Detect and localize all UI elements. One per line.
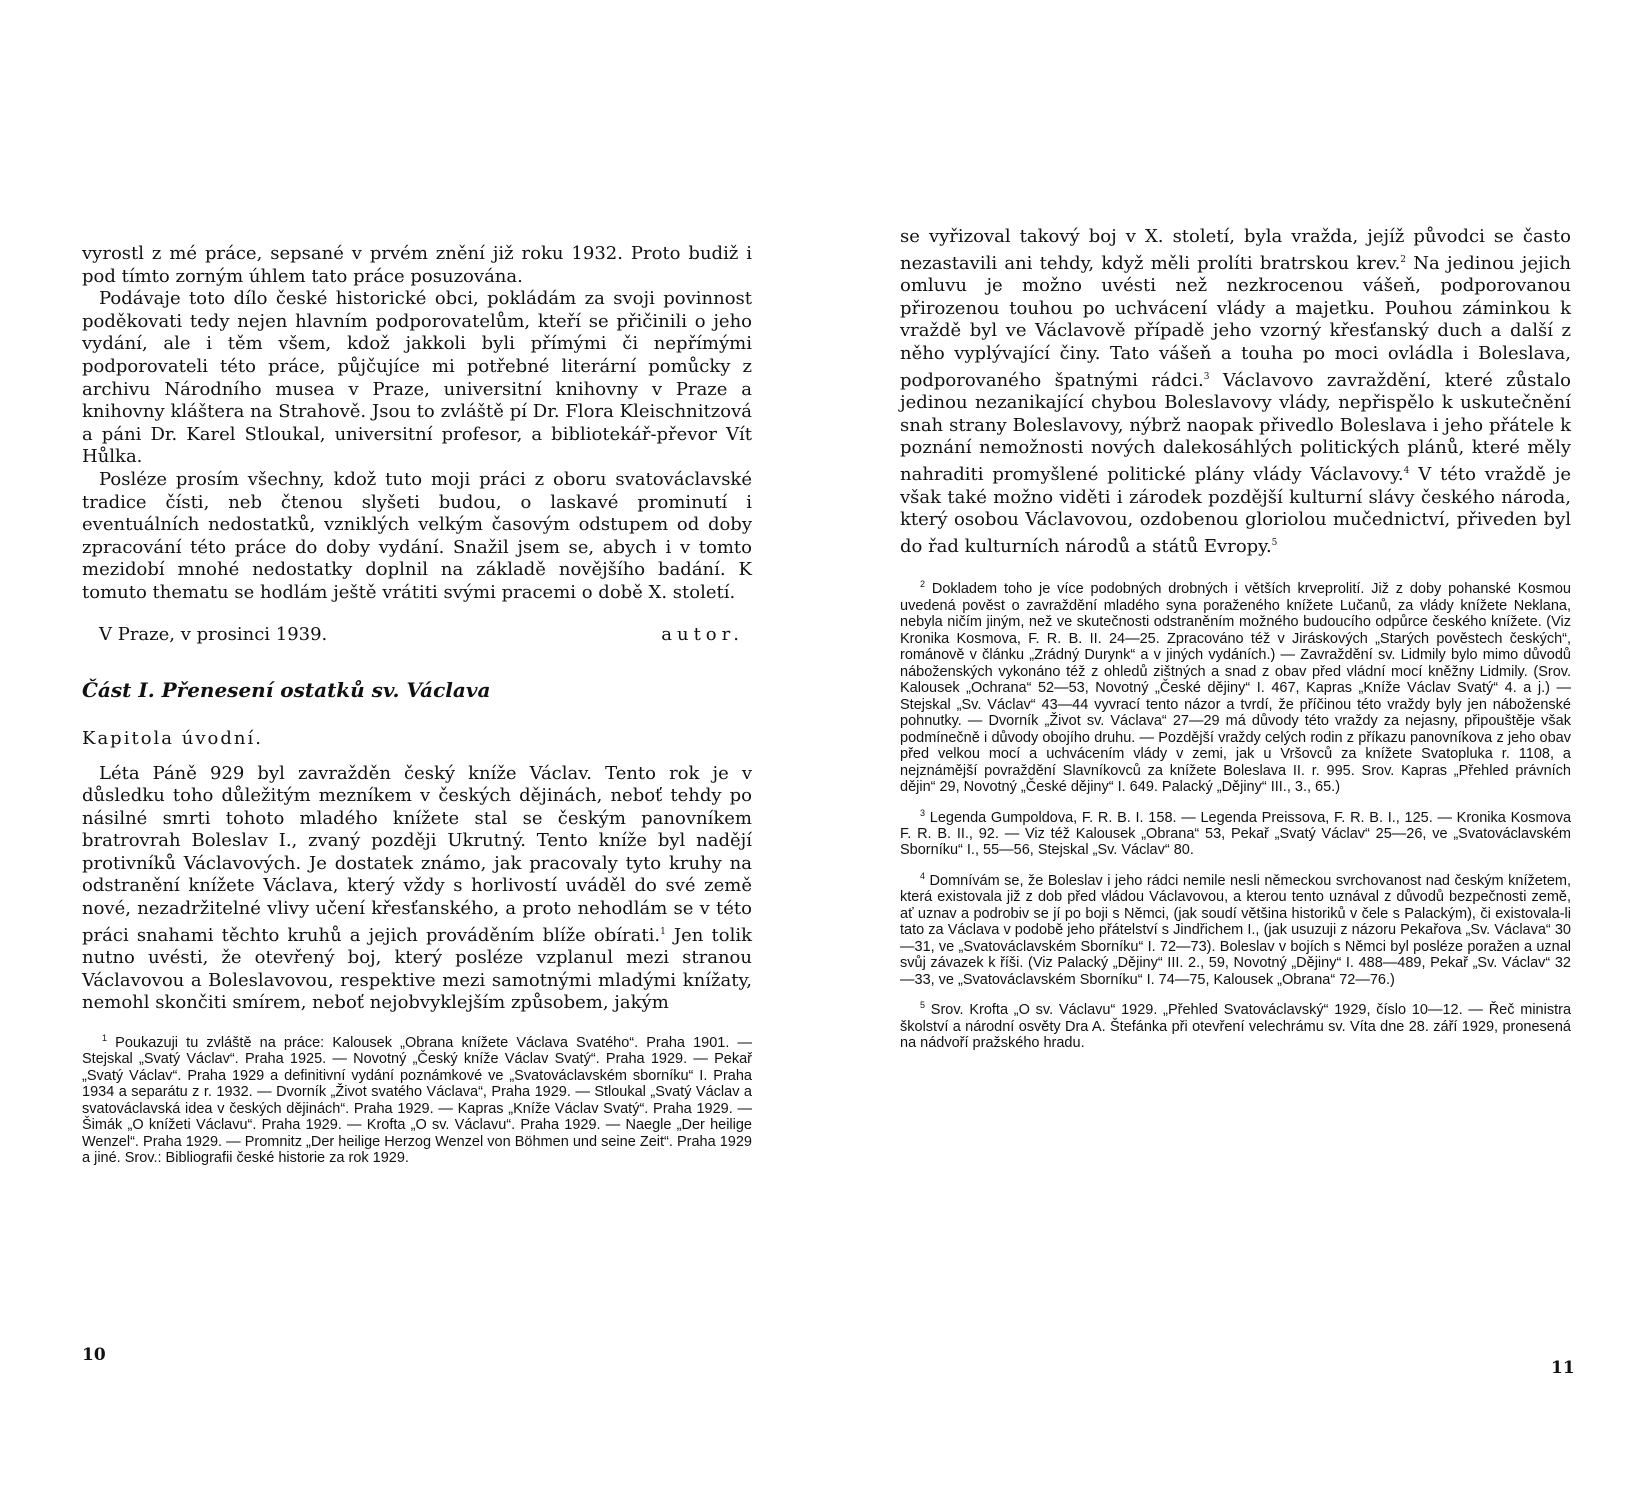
footnote-marker: 5 (920, 1000, 926, 1011)
page-number-left: 10 (82, 1345, 106, 1365)
footnote-marker: 4 (920, 870, 926, 881)
preface-paragraph-3: Posléze prosím všechny, kdož tuto moji práci z oboru svatováclavské tradice čísti, neb čtenou slyšeti budou, o laskavé prominutí i eventuálních nedostatků, vzniklých velkým časovým odstupem od doby zpracování této práce do doby vydání. Snažil jsem se, abych i v tomto mezidobí mnohé nedostatky doplnil na základě novějšího badání. K tomuto thematu se hodlám ještě vrátiti svými pracemi o době X. století. (82, 468, 752, 603)
chapter-text: Léta Páně 929 byl zavražděn český kníže Václav. Tento rok je v důsledku toho důležitým mezníkem v českých dějinách, neboť tehdy po násilné smrti tohoto mladého knížete stal se českým panovníkem bratrovrah Boleslav I., zvaný později Ukrutný. Tento kníže byl nadějí protivníků Václavových. Je dostatek známo, jak pracovaly tyto kruhy na odstranění knížete Václava, který vždy s horlivostí uváděl do své země nové, nezadržitelné vlivy učení křesťanského, a proto nehodlám se v této práci snahami těchto kruhů a jejich prováděním blíže obírati. (82, 762, 752, 946)
footnote-4 (900, 868, 1571, 988)
footnote-ref-5: 5 (1271, 537, 1278, 548)
footnote-text: Legenda Gumpoldova, F. R. B. I. 158. — Legenda Preissova, F. R. B. I., 125. — Kronika Kosmova F. R. B. II., 92. — Viz též Kalousek „Obrana“ 53, Pekař „Svatý Václav“ 25—26, ve „Svatováclavském Sborníku“ I., 55—56, Stejskal „Sv. Václav“ 80. (900, 809, 1572, 859)
right-page (825, 0, 1650, 1500)
footnote-1 (82, 1030, 752, 1167)
place-date: V Praze, v prosinci 1939. (99, 623, 328, 645)
chapter-text-cont: Jen tolik nutno uvésti, že otevřený boj, který posléze vzplanul mezi stranou Václavovou a Boleslavovou, respektive mezi samotnými mladými knížaty, nemohl skončiti smírem, neboť nejobvyklejším způsobem, jakým (82, 924, 752, 1014)
preface-body (82, 243, 752, 605)
right-paragraph (900, 226, 1571, 558)
left-footnotes (82, 1025, 752, 1167)
footnote-text: Poukazuji tu zvláště na práce: Kalousek „Obrana knížete Václava Svatého“. Praha 1901. — Stejskal „Svatý Václav“. Praha 1925. — Novotný „Český kníže Václav Svatý“. Praha 1929. — Pekař „Svatý Václav“. Praha 1929 a definitivní vydání poznámkové ve „Svatováclavském sborníku“ I. Praha 1934 a separátu z r. 1932. — Dvorník „Život svatého Václava“, Praha 1929. — Stloukal „Svatý Václav a svatováclavská idea v českých dějinách“. Praha 1929. — Kapras „Kníže Václav Svatý“. Praha 1929. — Šimák „O knížeti Václavu“. Praha 1929. — Krofta „O sv. Václavu“. Praha 1929. — Naegle „Der heilige Wenzel“. Praha 1929. — Promnitz „Der heilige Herzog Wenzel von Böhmen und seine Zeit“. Praha 1929 a jiné. Srov.: Bibliografii české historie za rok 1929. (82, 1034, 752, 1167)
footnote-2 (900, 576, 1571, 795)
part-heading: Část I. Přenesení ostatků sv. Václava (82, 677, 491, 702)
date-line (82, 624, 752, 645)
footnote-text: Domnívám se, že Boleslav i jeho rádci nemile nesli německou svrchovanost nad českým knížetem, která existovala již z dob před vládou Václavovou, a kterou tento uznával z důvodů bezpečnosti země, ať uznav a podrobiv se jí po boji s Němci, (jak soudí většina historiků v čele s Palackým), či existovala-li tato za Václava v podobě jeho přátelství s Jindřichem I., (jak usuzuji z názoru Pekařova „Sv. Václava“ 30—31, ve „Svatováclavském Sborníku“ I. 72—73). Boleslav v bojích s Němci byl posléze poražen a uznal svůj závazek k říši. (Viz Palacký „Dějiny“ III. 2., 59, Novotný „Dějiny“ I. 488—489, Pekař „Sv. Václav“ 32—33, ve „Svatováclavském Sborníku“ I. 74—75, Kalousek „Obrana“ 72—76.) (900, 872, 1571, 988)
author-signature: autor. (661, 623, 744, 645)
footnote-marker: 2 (920, 579, 926, 590)
preface-paragraph-1: vyrostl z mé práce, sepsané v prvém znění již roku 1932. Proto budiž i pod tímto zorným úhlem tato práce posuzována. (82, 243, 752, 287)
footnote-marker: 3 (920, 807, 926, 818)
right-text-c: Václavovo zavraždění, které zůstalo jedinou nezanikající chybou Boleslavovy vlády, nepřispělo k uskutečnění snah strany Boleslavovy, nýbrž naopak přivedlo Boleslava i jeho přátele k poznání nemožnosti nových dalekosáhlých politických plánů, které měly nahraditi promyšlené politické plány vlády Václavovy. (900, 369, 1571, 485)
right-text-b: Na jedinou jejich omluvu je možno uvésti než nezkrocenou vášeň, podporovanou přirozenou touhou po uchvácení vlády a majetku. Pouhou záminkou k vraždě byl ve Václavově případě jeho vzorný křesťanský duch a další z něho vyplývající činy. Tato vášeň a touha po moci ovládla i Boleslava, podporovaného špatnými rádci. (900, 252, 1571, 391)
chapter-heading: Kapitola úvodní. (82, 727, 263, 749)
footnote-ref-1: 1 (660, 926, 666, 937)
footnote-ref-4: 4 (1403, 465, 1410, 476)
preface-paragraph-2: Podávaje toto dílo české historické obci, pokládám za svoji povinnost poděkovati tedy nejen hlavním podporovatelům, kteří se přičinili o jeho vydání, ale i těm všem, kdož jakkoli byli přímými či nepřímými podporovateli této práce, půjčujíce mi potřebné literární pomůcky z archivu Národního musea v Praze, universitní knihovny v Praze a knihovny kláštera na Strahově. Jsou to zvláště pí Dr. Flora Kleischnitzová a páni Dr. Karel Stloukal, universitní profesor, a bibliotekář-převor Vít Hůlka. (82, 288, 752, 468)
footnote-ref-2: 2 (1400, 254, 1407, 265)
footnote-text: Dokladem toho je více podobných drobných i větších krveprolití. Již z doby pohanské Kosmou uvedená pověst o zavraždění mladého syna poraženého knížete Lučanů, za vlády knížete Neklana, nebyla ničím jiným, než ve skutečnosti odstraněním možného budoucího odpůrce českého knížete. (Viz Kronika Kosmova, F. R. B. II. 24—25. Zpracováno též v Jiráskových „Starých pověstech českých“, románově v článku „Zrádný Durynk“ a v jiných vydáních.) — Zavraždění sv. Lidmily bylo mimo důvodů náboženských vykonáno též z ohledů zištných a snad z obav před vládní mocí kněžny Lidmily. (Srov. Kalousek „Ochrana“ 52—53, Novotný „České dějiny“ I. 467, Kapras „Kníže Václav Svatý“ 4. a j.) — Stejskal „Sv. Václav“ 43—44 vyvrací tento názor a tvrdí, že příčinou této vraždy byly jen náboženské pohnutky. — Dvorník „Život sv. Václava“ 27—29 má důvody této vraždy za nejasny, připouštěje však podmínečně i důvody obojího druhu. — Pozdější vraždy celých rodin z příkazu panovníkova z jeho obav před velkou mocí a uchvácením vlády v zemi, jak u Vršovců za knížete Svatopluka r. 1108, a nejznámější povraždění Slavníkovců za knížete Boleslava II. r. 995. Srov. Kapras „Přehled právních dějin“ 29, Novotný „České dějiny“ I. 649. Palacký „Dějiny“ III., 3., 65.) (900, 581, 1571, 796)
right-footnotes (900, 573, 1571, 1051)
page-number-right: 11 (1551, 1358, 1575, 1378)
left-page-column (82, 243, 752, 1176)
right-body (900, 226, 1571, 558)
footnote-3 (900, 805, 1571, 859)
footnote-ref-3: 3 (1203, 371, 1210, 382)
right-page-column (900, 226, 1571, 1061)
footnote-text: Srov. Krofta „O sv. Václavu“ 1929. „Přehled Svatováclavský“ 1929, číslo 10—12. — Řeč ministra školství a národní osvěty Dra A. Štefánka při otevření velechrámu sv. Víta dne 28. září 1929, pronesená na nádvoří pražského hradu. (900, 1002, 1572, 1052)
chapter-body (82, 763, 752, 1016)
footnote-5 (900, 997, 1571, 1051)
right-text-d: V této vraždě je však také možno viděti i zárodek pozdější kulturní slávy českého národa, který osobou Václavovou, ozdobenou gloriolou mučednictví, přiveden byl do řad kulturních národů a států Evropy. (900, 463, 1571, 557)
footnote-marker: 1 (102, 1033, 108, 1044)
chapter-paragraph (82, 763, 752, 1016)
right-text-a: se vyřizoval takový boj v X. století, byla vražda, jejíž původci se často nezastavili ani tehdy, když měli prolíti bratrskou krev. (900, 226, 1571, 274)
